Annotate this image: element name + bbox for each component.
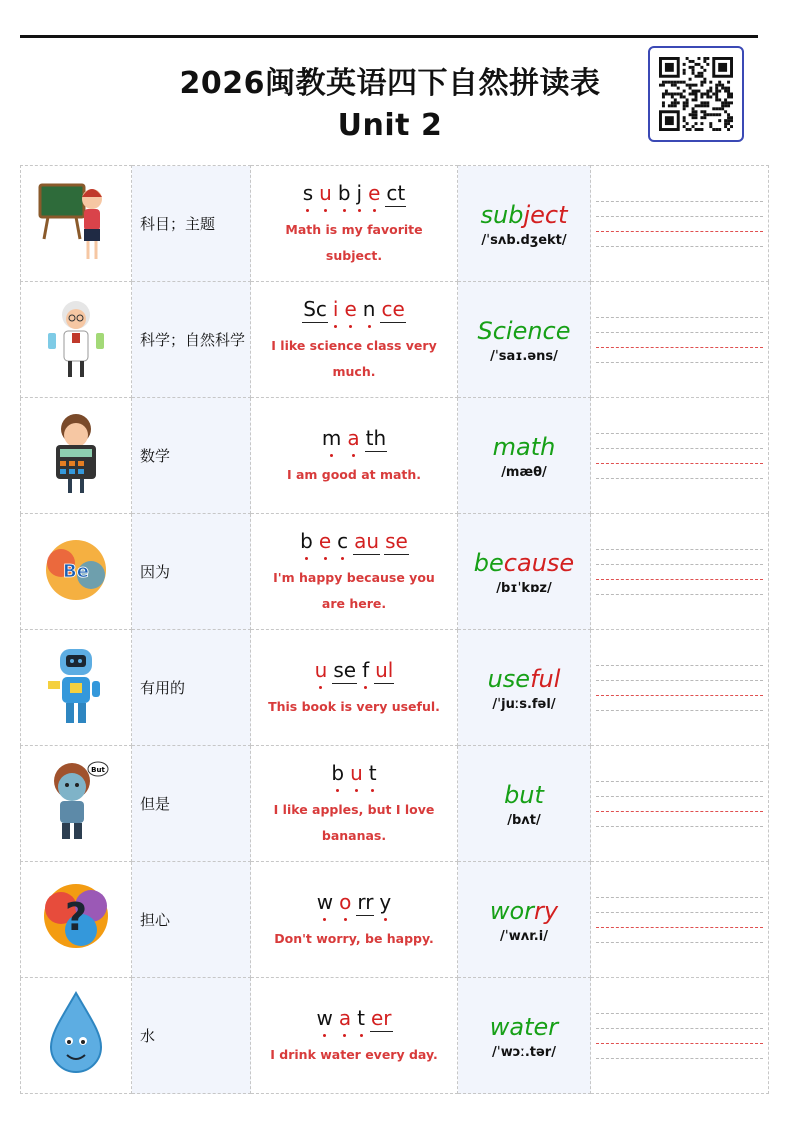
phonics-chunk: u xyxy=(350,760,363,785)
word-cell xyxy=(458,978,591,1094)
chinese-meaning: 科学；自然科学 xyxy=(140,330,246,349)
writing-guide-line xyxy=(596,912,763,913)
writing-guide-line xyxy=(596,1013,763,1014)
writing-guide-line xyxy=(596,897,763,898)
writing-guide-line xyxy=(596,362,763,363)
ipa-transcription: /ˈsaɪ.əns/ xyxy=(490,349,558,364)
ipa-transcription: /ˈjuːs.fəl/ xyxy=(492,697,556,712)
writing-guide-line xyxy=(596,549,763,550)
chinese-meaning: 因为 xyxy=(140,562,171,581)
phonics-breakdown xyxy=(312,656,397,694)
scientist-illustration xyxy=(36,293,116,387)
chinese-meaning-cell xyxy=(132,514,251,630)
writing-lines xyxy=(591,862,768,977)
phonics-cell xyxy=(251,746,458,862)
table-row xyxy=(21,166,769,282)
phonics-chunk: au xyxy=(354,528,380,553)
phonics-chunk: j xyxy=(356,180,363,205)
table-row xyxy=(21,398,769,514)
illustration-cell xyxy=(21,514,132,630)
writing-lines xyxy=(591,978,768,1093)
phonics-chunk: a xyxy=(338,1005,352,1030)
writing-guide-line xyxy=(596,695,763,696)
phonics-chunk: a xyxy=(347,425,360,450)
phonics-chunk: m xyxy=(321,425,342,450)
svg-text:Be: Be xyxy=(63,560,89,582)
svg-text:?: ? xyxy=(64,894,88,939)
chinese-meaning: 水 xyxy=(140,1026,156,1045)
chinese-meaning: 数学 xyxy=(140,446,171,465)
chinese-meaning: 担心 xyxy=(140,910,171,929)
phonics-cell xyxy=(251,978,458,1094)
phonics-chunk: e xyxy=(318,528,332,553)
writing-guide-line xyxy=(596,317,763,318)
phonics-cell xyxy=(251,514,458,630)
page-title: 2026闽教英语四下自然拼读表 xyxy=(179,66,601,101)
phonics-breakdown xyxy=(314,1004,395,1042)
phonics-cell xyxy=(251,282,458,398)
phonics-chunk: o xyxy=(339,889,352,914)
question-mark-illustration xyxy=(31,878,121,962)
table-row xyxy=(21,514,769,630)
writing-lines-cell xyxy=(591,282,769,398)
example-sentence: This book is very useful. xyxy=(268,698,440,714)
vocab-word: useful xyxy=(487,665,561,693)
writing-guide-line xyxy=(596,216,763,217)
chinese-meaning-cell xyxy=(132,746,251,862)
chinese-meaning-cell xyxy=(132,862,251,978)
writing-guide-line xyxy=(596,680,763,681)
writing-lines-cell xyxy=(591,978,769,1094)
chinese-meaning-cell xyxy=(132,398,251,514)
writing-lines-cell xyxy=(591,398,769,514)
phonics-breakdown xyxy=(328,759,379,797)
phonics-cell xyxy=(251,862,458,978)
phonics-chunk: y xyxy=(379,889,392,914)
ipa-transcription: /ˈsʌb.dʒekt/ xyxy=(481,233,567,248)
writing-guide-line xyxy=(596,463,763,464)
word-cell xyxy=(458,630,591,746)
phonics-table xyxy=(20,165,769,1094)
phonics-cell xyxy=(251,630,458,746)
phonics-chunk: f xyxy=(362,657,370,682)
unit-title: Unit 2 xyxy=(337,108,443,143)
phonics-chunk: t xyxy=(357,1005,365,1030)
writing-lines-cell xyxy=(591,862,769,978)
writing-guide-line xyxy=(596,1028,763,1029)
illustration-cell xyxy=(21,746,132,862)
phonics-chunk: t xyxy=(368,760,377,785)
ipa-transcription: /bʌt/ xyxy=(507,813,541,828)
phonics-chunk: ct xyxy=(386,180,406,205)
illustration-cell xyxy=(21,978,132,1094)
phonics-cell xyxy=(251,398,458,514)
writing-guide-line xyxy=(596,1058,763,1059)
phonics-chunk: w xyxy=(316,889,334,914)
chinese-meaning: 但是 xyxy=(140,794,171,813)
writing-guide-line xyxy=(596,594,763,595)
writing-guide-line xyxy=(596,796,763,797)
phonics-breakdown xyxy=(314,888,395,926)
example-sentence: I'm happy because you are here. xyxy=(273,569,435,611)
svg-text:But: But xyxy=(91,765,105,774)
phonics-breakdown xyxy=(300,295,408,333)
phonics-chunk: b xyxy=(337,180,351,205)
example-sentence: I like science class very much. xyxy=(271,337,437,379)
writing-guide-line xyxy=(596,927,763,928)
phonics-chunk: e xyxy=(368,180,381,205)
writing-guide-line xyxy=(596,710,763,711)
phonics-cell xyxy=(251,166,458,282)
vocab-word: water xyxy=(489,1013,559,1041)
chinese-meaning-cell xyxy=(132,166,251,282)
writing-guide-line xyxy=(596,665,763,666)
phonics-breakdown xyxy=(300,179,409,217)
writing-guide-line xyxy=(596,332,763,333)
because-logo-illustration xyxy=(31,535,121,609)
top-rule xyxy=(20,35,758,38)
writing-lines xyxy=(591,166,768,281)
phonics-chunk: rr xyxy=(357,889,374,914)
phonics-chunk: b xyxy=(331,760,345,785)
vocab-word: but xyxy=(504,781,544,809)
writing-lines xyxy=(591,630,768,745)
example-sentence: I drink water every day. xyxy=(270,1046,438,1062)
vocab-word: math xyxy=(492,433,556,461)
phonics-chunk: th xyxy=(365,425,387,450)
water-drop-illustration xyxy=(41,989,111,1083)
phonics-chunk: er xyxy=(370,1005,392,1030)
writing-lines-cell xyxy=(591,166,769,282)
word-cell xyxy=(458,282,591,398)
vocab-word: subject xyxy=(480,201,568,229)
word-cell xyxy=(458,398,591,514)
writing-lines-cell xyxy=(591,514,769,630)
writing-guide-line xyxy=(596,942,763,943)
writing-lines-cell xyxy=(591,630,769,746)
writing-lines xyxy=(591,746,768,861)
chinese-meaning: 科目；主题 xyxy=(140,214,216,233)
ipa-transcription: /ˈwʌr.i/ xyxy=(500,929,548,944)
qr-code-pattern xyxy=(659,57,733,131)
illustration-cell xyxy=(21,398,132,514)
phonics-chunk: ul xyxy=(375,657,394,682)
writing-guide-line xyxy=(596,579,763,580)
phonics-chunk: u xyxy=(314,657,328,682)
writing-guide-line xyxy=(596,433,763,434)
word-cell xyxy=(458,514,591,630)
phonics-chunk: se xyxy=(385,528,408,553)
phonics-chunk: w xyxy=(316,1005,333,1030)
illustration-cell xyxy=(21,630,132,746)
example-sentence: I like apples, but I love bananas. xyxy=(273,801,435,843)
phonics-chunk: se xyxy=(333,657,357,682)
writing-lines xyxy=(591,514,768,629)
ipa-transcription: /ˈwɔː.tər/ xyxy=(492,1045,556,1060)
ipa-transcription: /bɪˈkɒz/ xyxy=(496,581,552,596)
chinese-meaning-cell xyxy=(132,282,251,398)
phonics-chunk: Sc xyxy=(303,296,327,321)
vocab-word: worry xyxy=(489,897,559,925)
writing-lines xyxy=(591,282,768,397)
writing-guide-line xyxy=(596,246,763,247)
word-cell xyxy=(458,862,591,978)
word-cell xyxy=(458,746,591,862)
writing-guide-line xyxy=(596,811,763,812)
teacher-illustration xyxy=(36,177,116,271)
phonics-breakdown xyxy=(319,424,389,462)
writing-guide-line xyxy=(596,201,763,202)
robot-illustration xyxy=(36,641,116,735)
illustration-cell xyxy=(21,166,132,282)
ipa-transcription: /mæθ/ xyxy=(501,465,547,480)
phonics-chunk: b xyxy=(300,528,313,553)
vocab-word: Science xyxy=(477,317,571,345)
chinese-meaning: 有用的 xyxy=(140,678,186,697)
phonics-chunk: e xyxy=(344,296,357,321)
phonics-chunk: i xyxy=(332,296,339,321)
example-sentence: I am good at math. xyxy=(286,466,422,482)
phonics-breakdown xyxy=(297,527,411,565)
table-row xyxy=(21,862,769,978)
illustration-cell xyxy=(21,282,132,398)
table-row xyxy=(21,978,769,1094)
phonics-chunk: s xyxy=(302,180,314,205)
writing-guide-line xyxy=(596,478,763,479)
writing-guide-line xyxy=(596,826,763,827)
writing-guide-line xyxy=(596,781,763,782)
writing-lines-cell xyxy=(591,746,769,862)
phonics-chunk: c xyxy=(337,528,349,553)
table-row xyxy=(21,282,769,398)
example-sentence: Don't worry, be happy. xyxy=(274,930,434,946)
calculator-illustration xyxy=(36,409,116,503)
writing-guide-line xyxy=(596,231,763,232)
but-kid-illustration xyxy=(36,757,116,851)
writing-guide-line xyxy=(596,564,763,565)
writing-guide-line xyxy=(596,347,763,348)
writing-guide-line xyxy=(596,1043,763,1044)
writing-guide-line xyxy=(596,448,763,449)
table-row xyxy=(21,630,769,746)
phonics-chunk: n xyxy=(362,296,376,321)
chinese-meaning-cell xyxy=(132,978,251,1094)
vocab-word: because xyxy=(473,549,575,577)
writing-lines xyxy=(591,398,768,513)
example-sentence: Math is my favorite subject. xyxy=(285,221,423,263)
qr-code xyxy=(648,46,744,142)
table-row xyxy=(21,746,769,862)
chinese-meaning-cell xyxy=(132,630,251,746)
phonics-chunk: ce xyxy=(381,296,405,321)
illustration-cell xyxy=(21,862,132,978)
word-cell xyxy=(458,166,591,282)
phonics-chunk: u xyxy=(319,180,332,205)
